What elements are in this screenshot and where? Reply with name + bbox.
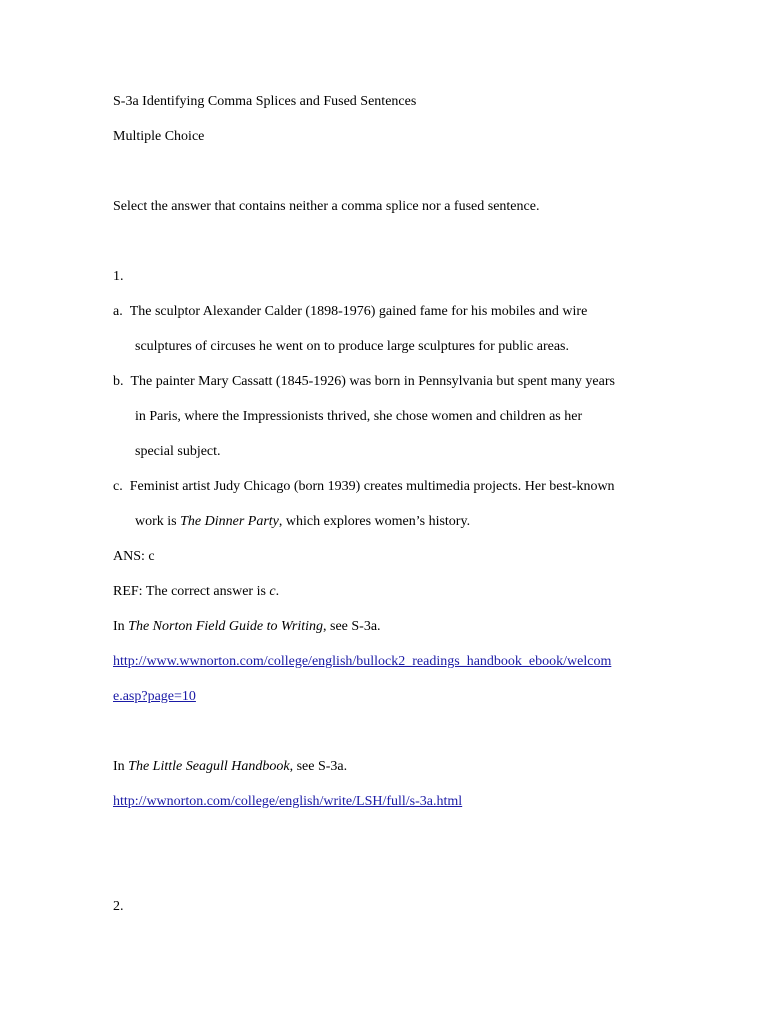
reference-post: .: [275, 584, 280, 599]
option-a-line-1: a. The sculptor Alexander Calder (1898-1976) gained fame for his mobiles and wire: [113, 304, 588, 319]
option-b-line-2: in Paris, where the Impressionists thrived, she chose women and children as her: [135, 409, 583, 424]
option-c-text-pre: work is: [135, 514, 181, 529]
norton-guide-line: [113, 618, 381, 636]
seagull-handbook-title: The Little Seagull Handbook: [128, 759, 290, 774]
option-b-line-3: special subject.: [135, 444, 221, 459]
seagull-handbook-link[interactable]: http://wwnorton.com/college/english/write/LSH/full/s-3a.html: [113, 794, 463, 809]
option-a-line-2: sculptures of circuses he went on to produce large sculptures for public areas.: [135, 339, 569, 354]
instructions: Select the answer that contains neither a comma splice nor a fused sentence.: [113, 199, 540, 214]
norton-guide-pre: In: [113, 619, 129, 634]
question-type: Multiple Choice: [113, 129, 205, 144]
norton-guide-title: The Norton Field Guide to Writing: [128, 619, 324, 634]
question-number-2: 2.: [113, 899, 124, 914]
reference-line: [113, 583, 279, 601]
reference-pre: REF: The correct answer is: [113, 584, 270, 599]
seagull-handbook-post: , see S-3a.: [289, 759, 348, 774]
option-c-line-2: [135, 513, 470, 531]
norton-guide-link-part-1[interactable]: http://www.wwnorton.com/college/english/bullock2_readings_handbook_ebook/welcom: [113, 654, 612, 669]
option-c-line-1: c. Feminist artist Judy Chicago (born 1939) creates multimedia projects. Her best-known: [113, 479, 615, 494]
norton-guide-link-part-2[interactable]: e.asp?page=10: [113, 689, 196, 704]
answer-line: ANS: c: [113, 549, 155, 564]
seagull-handbook-pre: In: [113, 759, 129, 774]
question-number-1: 1.: [113, 269, 124, 284]
option-c-book-title: The Dinner Party: [180, 514, 279, 529]
reference-answer-letter: c: [269, 584, 276, 599]
option-b-line-1: b. The painter Mary Cassatt (1845-1926) was born in Pennsylvania but spent many years: [113, 374, 615, 389]
norton-guide-post: , see S-3a.: [323, 619, 381, 634]
page-title: S-3a Identifying Comma Splices and Fused Sentences: [113, 94, 417, 109]
seagull-handbook-line: [113, 758, 347, 776]
option-c-text-post: , which explores women’s history.: [278, 514, 471, 529]
